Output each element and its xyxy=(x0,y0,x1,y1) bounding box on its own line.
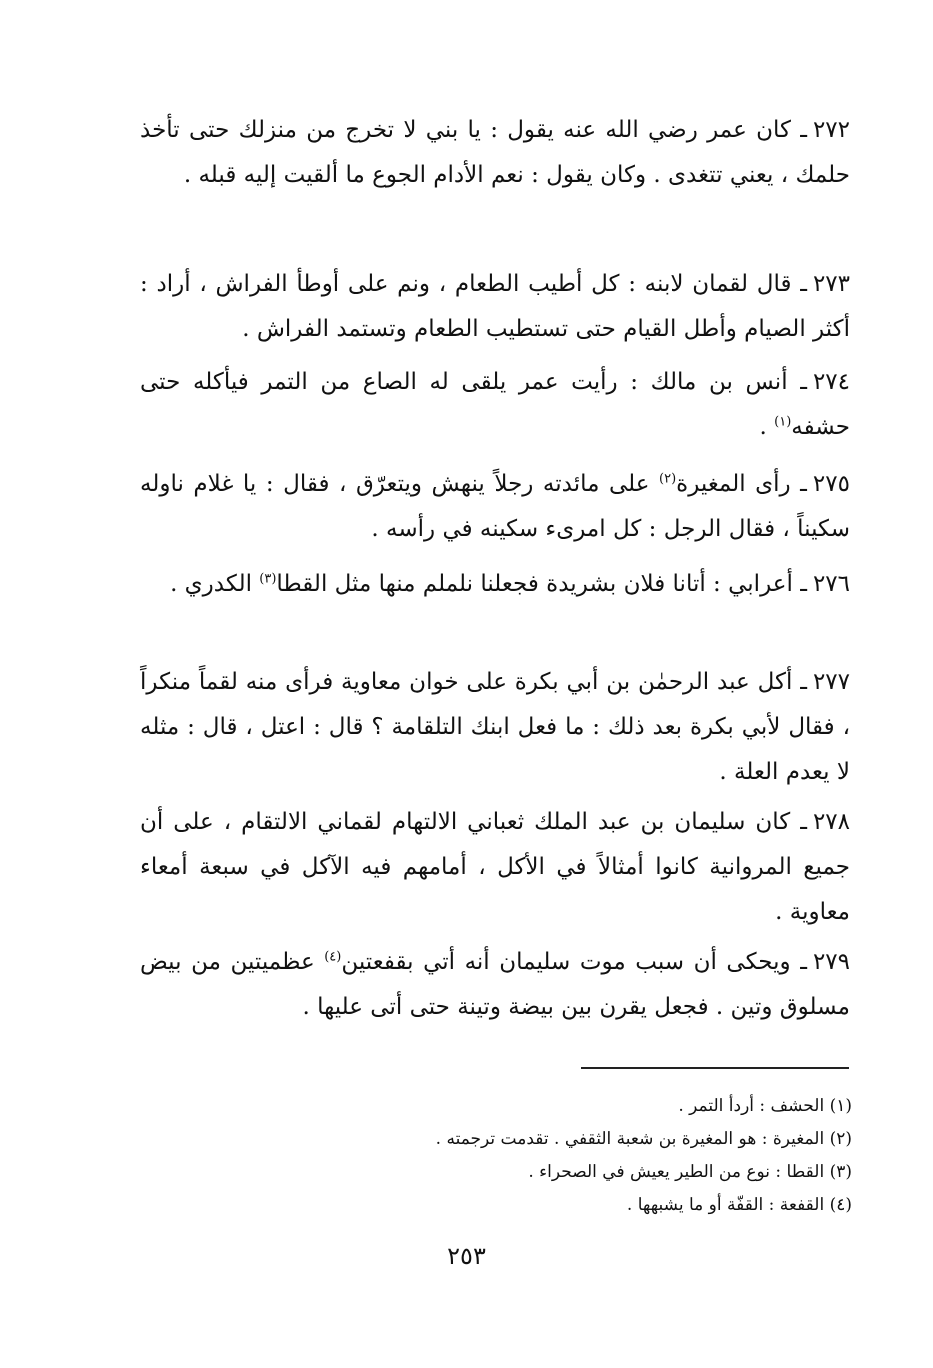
paragraph-text: ـ كان عمر رضي الله عنه يقول : يا بني لا تخرج من منزلك حتى تأخذ حلمك ، يعني تتغدى . وكان يقول : نعم الأدام الجوع ما ألقيت إليه قبله . xyxy=(140,117,850,188)
paragraph-278 xyxy=(140,800,850,935)
paragraph-number: ٢٧٧ xyxy=(812,669,850,695)
paragraph-273 xyxy=(140,262,850,352)
paragraph-number: ٢٧٣ xyxy=(812,271,850,297)
paragraph-number: ٢٧٦ xyxy=(812,571,850,597)
paragraph-number: ٢٧٤ xyxy=(812,369,850,395)
paragraph-text: ـ أكل عبد الرحمٰن بن أبي بكرة على خوان معاوية فرأى منه لقماً منكراً ، فقال لأبي بكرة بعد ذلك : ما فعل ابنك التلقامة ؟ قال : اعتل ، قال : مثله لا يعدم العلة . xyxy=(140,669,850,785)
paragraph-275 xyxy=(140,462,850,552)
footnote-marker: (١) xyxy=(774,414,792,430)
footnote-2: (٢) المغيرة : هو المغيرة بن شعبة الثقفي . تقدمت ترجمته . xyxy=(435,1129,852,1149)
paragraph-text-tail: على مائدته رجلاً ينهش ويتعرّق ، فقال : يا غلام ناوله سكيناً ، فقال الرجل : كل امرىء سكينه في رأسه . xyxy=(140,471,850,542)
paragraph-text: ـ أنس بن مالك : رأيت عمر يلقى له الصاع من التمر فيأكله حتى حشفه xyxy=(140,369,850,440)
paragraph-text: ـ أعرابي : أتانا فلان بشريدة فجعلنا نلملم منها مثل القطا xyxy=(276,571,807,597)
footnote-3: (٣) القطا : نوع من الطير يعيش في الصحراء . xyxy=(528,1162,852,1182)
paragraph-272 xyxy=(140,108,850,198)
footnote-marker: (٤) xyxy=(324,949,342,965)
paragraph-number: ٢٧٥ xyxy=(812,471,850,497)
paragraph-276 xyxy=(140,562,850,607)
page-number: ٢٥٣ xyxy=(447,1242,486,1270)
footnote-marker: (٢) xyxy=(659,471,677,487)
paragraph-text-tail: عظميتين من بيض مسلوق وتين . فجعل يقرن بين بيضة وتينة حتى أتى عليها . xyxy=(140,949,850,1020)
paragraph-text: ـ رأى المغيرة xyxy=(676,471,807,497)
footnotes xyxy=(140,1090,852,1222)
paragraph-274 xyxy=(140,360,850,450)
footnote-divider xyxy=(581,1067,849,1069)
footnote-marker: (٣) xyxy=(259,571,277,587)
paragraph-text-tail: الكدري . xyxy=(170,571,260,597)
paragraph-277 xyxy=(140,660,850,795)
paragraph-number: ٢٧٢ xyxy=(812,117,850,143)
footnote-4: (٤) القفعة : القفّة أو ما يشبهها . xyxy=(626,1195,852,1215)
paragraph-number: ٢٧٨ xyxy=(812,809,850,835)
paragraph-text: ـ ويحكى أن سبب موت سليمان أنه أتي بقفعتين xyxy=(341,949,807,975)
paragraph-text: ـ قال لقمان لابنه : كل أطيب الطعام ، ونم على أوطأ الفراش ، أراد : أكثر الصيام وأطل القيام حتى تستطيب الطعام وتستمد الفراش . xyxy=(140,271,850,342)
paragraph-text: ـ كان سليمان بن عبد الملك ثعباني الالتهام لقماني الالتقام ، على أن جميع المروانية كانوا أمثالاً في الأكل ، أمامهم فيه الآكل في سبعة أمعاء معاوية . xyxy=(140,809,850,925)
paragraph-number: ٢٧٩ xyxy=(812,949,850,975)
paragraph-text-tail: . xyxy=(759,414,775,440)
footnote-1: (١) الحشف : أردأ التمر . xyxy=(678,1096,852,1116)
paragraph-279 xyxy=(140,940,850,1030)
